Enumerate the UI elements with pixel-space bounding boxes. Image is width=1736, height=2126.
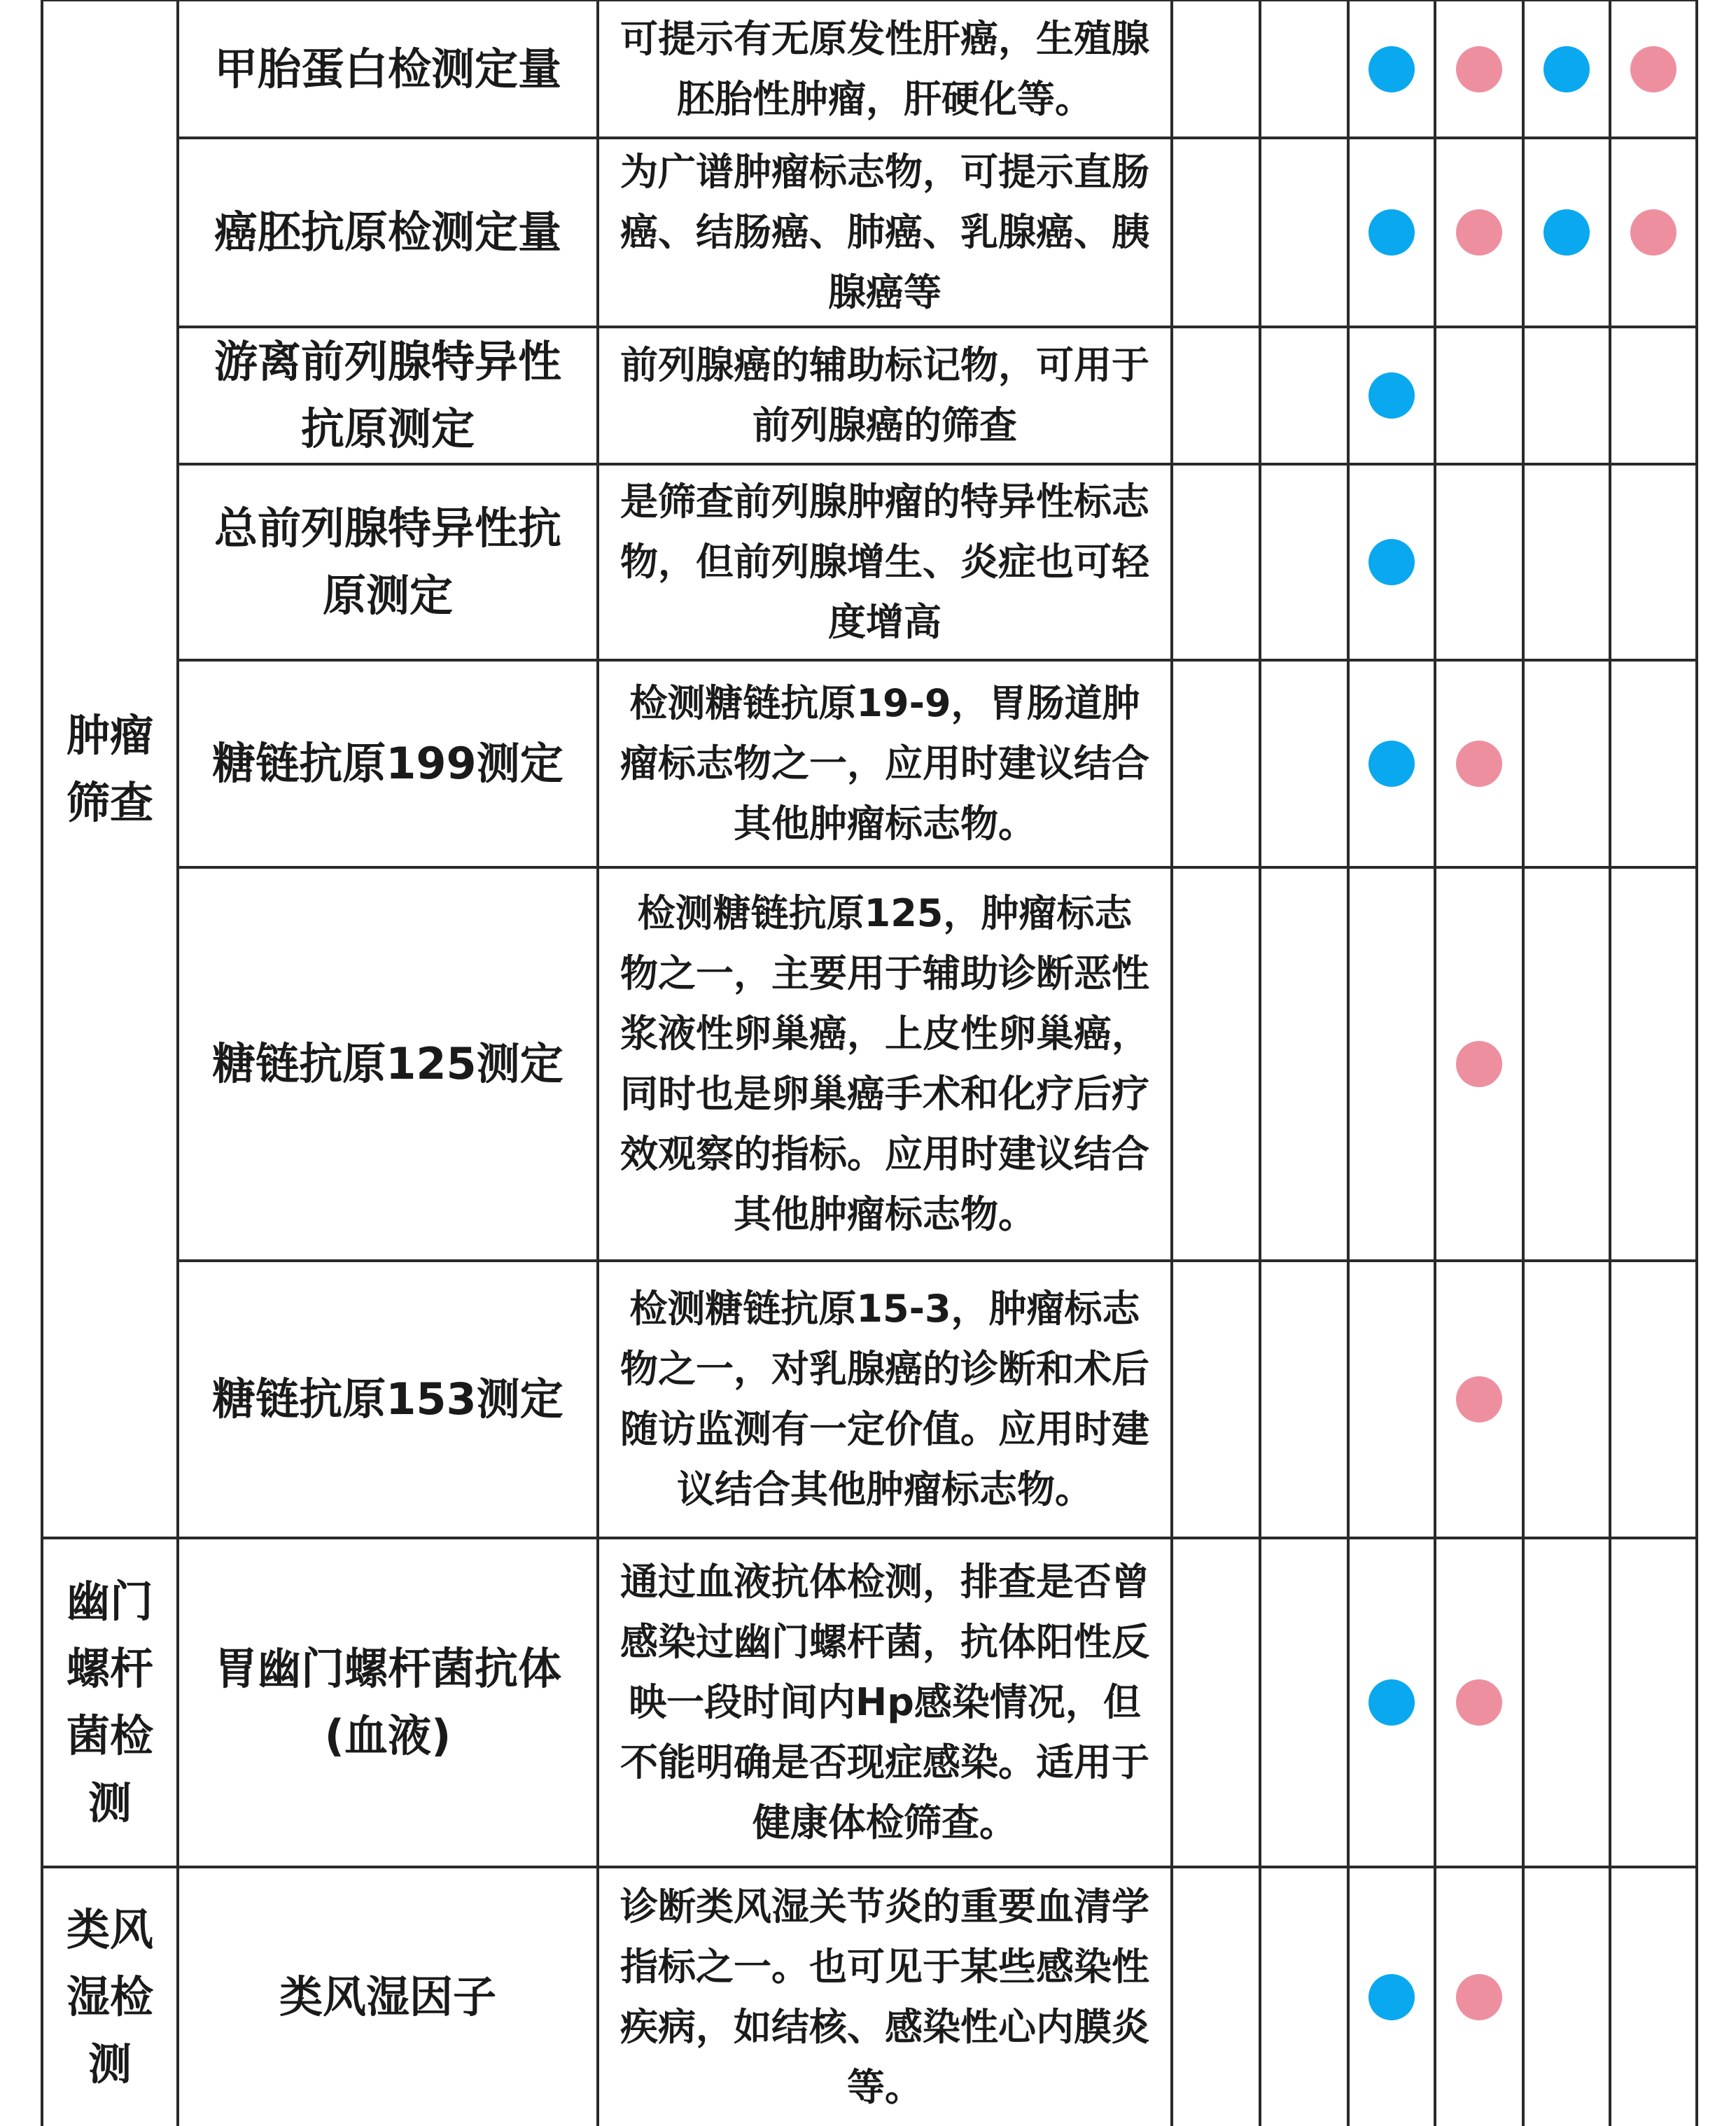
- item-cell: [178, 464, 598, 660]
- blue-dot: [1368, 372, 1415, 419]
- dot-cell: [1435, 660, 1523, 867]
- dot-cell: [1260, 1, 1348, 138]
- item-name: 胃幽门螺杆菌抗体(血液): [214, 1643, 561, 1761]
- dot-cell: [1348, 1, 1435, 138]
- table-row: [42, 1867, 1697, 2126]
- dot-cell: [1348, 1538, 1435, 1867]
- dot-cell: [1172, 867, 1260, 1261]
- category-label: 幽门螺杆菌检测: [66, 1576, 153, 1828]
- blue-dot: [1368, 539, 1415, 585]
- item-cell: [178, 1, 598, 138]
- dot-cell: [1348, 138, 1435, 327]
- description-cell: [598, 1261, 1172, 1538]
- dot-cell: [1172, 464, 1260, 660]
- item-cell: [178, 138, 598, 327]
- blue-dot: [1368, 209, 1415, 256]
- dot-cell: [1260, 1538, 1348, 1867]
- item-name: 糖链抗原153测定: [212, 1373, 564, 1425]
- item-name: 类风湿因子: [279, 1971, 496, 2022]
- dot-cell: [1610, 1, 1697, 138]
- dot-cell: [1260, 138, 1348, 327]
- dot-cell: [1523, 327, 1610, 464]
- dot-cell: [1610, 327, 1697, 464]
- dot-cell: [1172, 1538, 1260, 1867]
- dot-cell: [1260, 464, 1348, 660]
- description-cell: [598, 660, 1172, 867]
- item-cell: [178, 1261, 598, 1538]
- dot-cell: [1348, 1867, 1435, 2126]
- pink-dot: [1456, 46, 1502, 92]
- description-cell: [598, 1867, 1172, 2126]
- blue-dot: [1368, 741, 1415, 787]
- category-cell: [42, 1538, 178, 1867]
- table-row: [42, 327, 1697, 464]
- item-description: 通过血液抗体检测，排查是否曾感染过幽门螺杆菌，抗体阳性反映一段时间内Hp感染情况，但不能明确是否现症感染。适用于健康体检筛查。: [620, 1560, 1149, 1845]
- dot-cell: [1523, 867, 1610, 1261]
- item-description: 前列腺癌的辅助标记物，可用于前列腺癌的筛查: [620, 343, 1149, 447]
- item-description: 可提示有无原发性肝癌，生殖腺胚胎性肿瘤，肝硬化等。: [620, 16, 1149, 121]
- dot-cell: [1435, 464, 1523, 660]
- dot-cell: [1435, 1867, 1523, 2126]
- category-label: 肿瘤筛查: [66, 709, 153, 828]
- dot-cell: [1523, 660, 1610, 867]
- dot-cell: [1348, 327, 1435, 464]
- category-label: 类风湿检测: [66, 1904, 153, 2090]
- dot-cell: [1260, 1261, 1348, 1538]
- table-row: [42, 464, 1697, 660]
- table-row: [42, 1261, 1697, 1538]
- pink-dot: [1456, 1376, 1502, 1422]
- table-row: [42, 867, 1697, 1261]
- pink-dot: [1456, 209, 1502, 256]
- pink-dot: [1456, 1679, 1502, 1726]
- pink-dot: [1456, 741, 1502, 787]
- dot-cell: [1435, 1261, 1523, 1538]
- dot-cell: [1348, 867, 1435, 1261]
- dot-cell: [1523, 1867, 1610, 2126]
- item-cell: [178, 660, 598, 867]
- item-name: 甲胎蛋白检测定量: [214, 43, 561, 95]
- item-description: 检测糖链抗原15-3，肿瘤标志物之一，对乳腺癌的诊断和术后随访监测有一定价值。应用时建议结合其他肿瘤标志物。: [620, 1287, 1149, 1511]
- pink-dot: [1630, 46, 1676, 92]
- dot-cell: [1260, 660, 1348, 867]
- dot-cell: [1172, 138, 1260, 327]
- checkup-items-table: [41, 0, 1698, 2126]
- pink-dot: [1456, 1974, 1502, 2020]
- dot-cell: [1610, 1867, 1697, 2126]
- dot-cell: [1610, 660, 1697, 867]
- pink-dot: [1456, 1041, 1502, 1087]
- item-name: 癌胚抗原检测定量: [214, 207, 561, 258]
- dot-cell: [1435, 1538, 1523, 1867]
- blue-dot: [1544, 209, 1590, 256]
- dot-cell: [1610, 464, 1697, 660]
- item-cell: [178, 867, 598, 1261]
- dot-cell: [1260, 327, 1348, 464]
- item-cell: [178, 1538, 598, 1867]
- dot-cell: [1610, 1261, 1697, 1538]
- item-name: 糖链抗原125测定: [212, 1038, 564, 1089]
- dot-cell: [1172, 1867, 1260, 2126]
- dot-cell: [1610, 867, 1697, 1261]
- dot-cell: [1435, 867, 1523, 1261]
- item-name: 总前列腺特异性抗原测定: [214, 503, 561, 621]
- dot-cell: [1610, 138, 1697, 327]
- category-cell: [42, 1, 178, 1538]
- dot-cell: [1172, 660, 1260, 867]
- dot-cell: [1172, 1261, 1260, 1538]
- dot-cell: [1523, 1, 1610, 138]
- table-row: [42, 1538, 1697, 1867]
- table-row: [42, 660, 1697, 867]
- item-name: 游离前列腺特异性抗原测定: [214, 336, 561, 454]
- dot-cell: [1172, 1, 1260, 138]
- item-cell: [178, 1867, 598, 2126]
- blue-dot: [1544, 46, 1590, 92]
- item-description: 检测糖链抗原19-9，胃肠道肿瘤标志物之一，应用时建议结合其他肿瘤标志物。: [620, 681, 1149, 846]
- category-cell: [42, 1867, 178, 2126]
- description-cell: [598, 867, 1172, 1261]
- dot-cell: [1348, 464, 1435, 660]
- blue-dot: [1368, 1974, 1415, 2020]
- dot-cell: [1260, 1867, 1348, 2126]
- blue-dot: [1368, 46, 1415, 92]
- table-row: [42, 138, 1697, 327]
- dot-cell: [1260, 867, 1348, 1261]
- dot-cell: [1610, 1538, 1697, 1867]
- dot-cell: [1435, 1, 1523, 138]
- dot-cell: [1523, 138, 1610, 327]
- description-cell: [598, 1538, 1172, 1867]
- dot-cell: [1348, 660, 1435, 867]
- item-cell: [178, 327, 598, 464]
- blue-dot: [1368, 1679, 1415, 1726]
- description-cell: [598, 138, 1172, 327]
- table-row: [42, 1, 1697, 138]
- dot-cell: [1172, 327, 1260, 464]
- dot-cell: [1523, 1261, 1610, 1538]
- item-description: 诊断类风湿关节炎的重要血清学指标之一。也可见于某些感染性疾病，如结核、感染性心内膜炎等。: [620, 1884, 1149, 2109]
- item-description: 是筛查前列腺肿瘤的特异性标志物，但前列腺增生、炎症也可轻度增高: [620, 480, 1149, 644]
- dot-cell: [1435, 138, 1523, 327]
- pink-dot: [1630, 209, 1676, 256]
- dot-cell: [1435, 327, 1523, 464]
- dot-cell: [1523, 1538, 1610, 1867]
- description-cell: [598, 464, 1172, 660]
- item-description: 检测糖链抗原125，肿瘤标志物之一，主要用于辅助诊断恶性浆液性卵巢癌，上皮性卵巢癌，同时也是卵巢癌手术和化疗后疗效观察的指标。应用时建议结合其他肿瘤标志物。: [620, 891, 1149, 1236]
- dot-cell: [1348, 1261, 1435, 1538]
- description-cell: [598, 1, 1172, 138]
- description-cell: [598, 327, 1172, 464]
- item-description: 为广谱肿瘤标志物，可提示直肠癌、结肠癌、肺癌、乳腺癌、胰腺癌等: [620, 150, 1149, 314]
- dot-cell: [1523, 464, 1610, 660]
- item-name: 糖链抗原199测定: [212, 738, 564, 789]
